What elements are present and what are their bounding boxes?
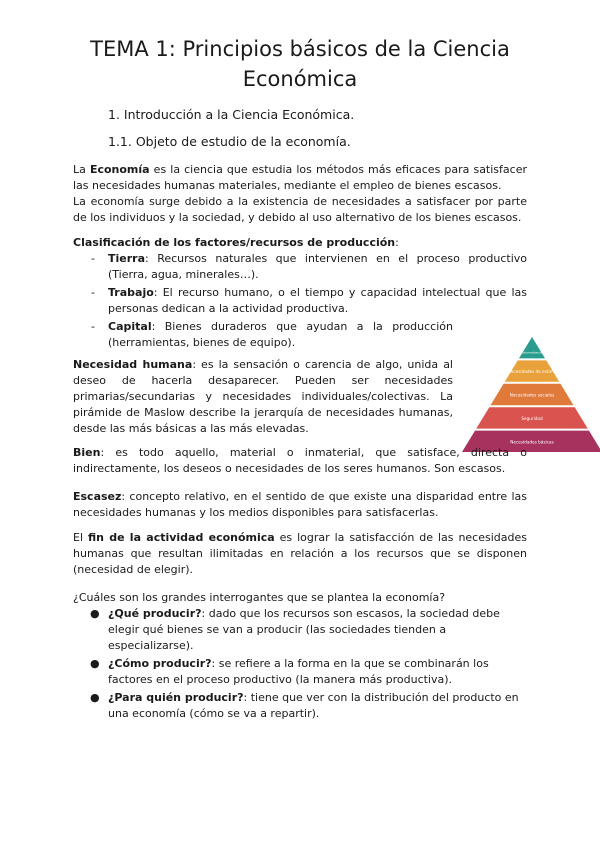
questions-list xyxy=(73,606,527,722)
term-como-producir: ¿Cómo producir? xyxy=(108,657,212,670)
fin-paragraph xyxy=(73,530,527,578)
section-heading-1: 1. Introducción a la Ciencia Económica. xyxy=(108,107,355,122)
list-item xyxy=(73,319,453,351)
bien-text: : es todo aquello, material o inmaterial, que satisface, directa o indirectamente, los deseos o necesidades de los seres humanos. Son escasos. xyxy=(73,446,527,475)
term-escasez: Escasez xyxy=(73,490,122,503)
item-text: : tiene que ver con la distribución del producto en una economía (cómo se va a repartir). xyxy=(108,691,519,720)
term-necesidad: Necesidad humana xyxy=(73,358,193,371)
term-capital: Capital xyxy=(108,320,152,333)
bien-block xyxy=(73,445,527,477)
term-fin: fin de la actividad económica xyxy=(87,531,275,544)
fin-block xyxy=(73,530,527,578)
pyramid-level-label: Autorrealización xyxy=(520,350,544,355)
page-title: TEMA 1: Principios básicos de la Ciencia Económica xyxy=(90,37,510,91)
item-text: : Recursos naturales que intervienen en el proceso productivo (Tierra, agua, minerales…). xyxy=(108,252,527,281)
intro-p1-text: es la ciencia que estudia los métodos más eficaces para satisfacer las necesidades humanas materiales, mediante el empleo de bienes escasos. xyxy=(73,163,527,192)
term-para-quien-producir: ¿Para quién producir? xyxy=(108,691,244,704)
pyramid-level xyxy=(519,337,545,358)
intro-block xyxy=(73,162,527,226)
list-item xyxy=(73,251,527,283)
factors-heading-colon: : xyxy=(395,236,399,249)
questions-intro: ¿Cuáles son los grandes interrogantes que se plantea la economía? xyxy=(73,591,446,604)
necesidad-text: : es la sensación o carencia de algo, unida al deseo de hacerla desaparecer. Pueden ser necesidades primarias/secundarias y necesidades individuales/colectivas. La pirámide de Maslow describe la jerarquía de necesidades humanas, desde las más básicas a las más elevadas. xyxy=(73,358,453,435)
bullet-icon: ● xyxy=(90,657,100,670)
list-item xyxy=(73,285,527,317)
maslow-pyramid-image xyxy=(462,337,600,452)
necesidad-block xyxy=(73,357,453,437)
fin-pre: El xyxy=(73,531,88,544)
item-text: : se refiere a la forma en la que se combinarán los factores en el proceso productivo (la manera más productiva). xyxy=(108,657,489,686)
list-item xyxy=(73,656,527,688)
dash-marker: - xyxy=(91,286,95,299)
bullet-icon: ● xyxy=(90,691,100,704)
list-item xyxy=(73,606,527,654)
term-que-producir: ¿Qué producir? xyxy=(108,607,202,620)
term-bien: Bien xyxy=(73,446,101,459)
term-economia: Economía xyxy=(89,163,150,176)
bien-paragraph xyxy=(73,445,527,477)
intro-pre: La xyxy=(73,163,90,176)
term-tierra: Tierra xyxy=(108,252,146,265)
pyramid-level-label: Seguridad xyxy=(521,415,543,421)
fin-text: es lograr la satisfacción de las necesidades humanas que resultan ilimitadas en relación a los recursos que se disponen (necesidad de elegir). xyxy=(73,531,527,576)
factors-heading-text: Clasificación de los factores/recursos de producción xyxy=(73,236,396,249)
item-text: : dado que los recursos son escasos, la sociedad debe elegir qué bienes se van a producir (las sociedades tienden a especializarse). xyxy=(108,607,500,652)
factors-heading xyxy=(73,235,527,251)
questions-block xyxy=(73,590,527,724)
escasez-paragraph xyxy=(73,489,527,521)
necesidad-paragraph xyxy=(73,357,453,437)
dash-marker: - xyxy=(91,252,95,265)
list-item xyxy=(73,690,527,722)
pyramid-level-label: Necesidades de estima xyxy=(507,369,557,375)
factors-list xyxy=(73,251,527,351)
bullet-icon: ● xyxy=(90,607,100,620)
pyramid-level-label: Necesidades básicas xyxy=(510,439,554,445)
intro-paragraph-1 xyxy=(73,162,527,194)
escasez-block xyxy=(73,489,527,521)
item-text: : El recurso humano, o el tiempo y capacidad intelectual que las personas dedican a la actividad productiva. xyxy=(108,286,527,315)
factors-block xyxy=(73,235,527,353)
section-heading-1-1: 1.1. Objeto de estudio de la economía. xyxy=(108,134,351,149)
escasez-text: : concepto relativo, en el sentido de que existe una disparidad entre las necesidades humanas y los medios disponibles para satisfacerlas. xyxy=(73,490,527,519)
pyramid-level-label: Necesidades sociales xyxy=(509,392,555,398)
dash-marker: - xyxy=(91,320,95,333)
intro-paragraph-2: La economía surge debido a la existencia de necesidades a satisfacer por parte de los individuos y la sociedad, y debido al uso alternativo de los bienes escasos. xyxy=(73,195,527,224)
item-text: : Bienes duraderos que ayudan a la producción (herramientas, bienes de equipo). xyxy=(108,320,453,349)
term-trabajo: Trabajo xyxy=(108,286,154,299)
